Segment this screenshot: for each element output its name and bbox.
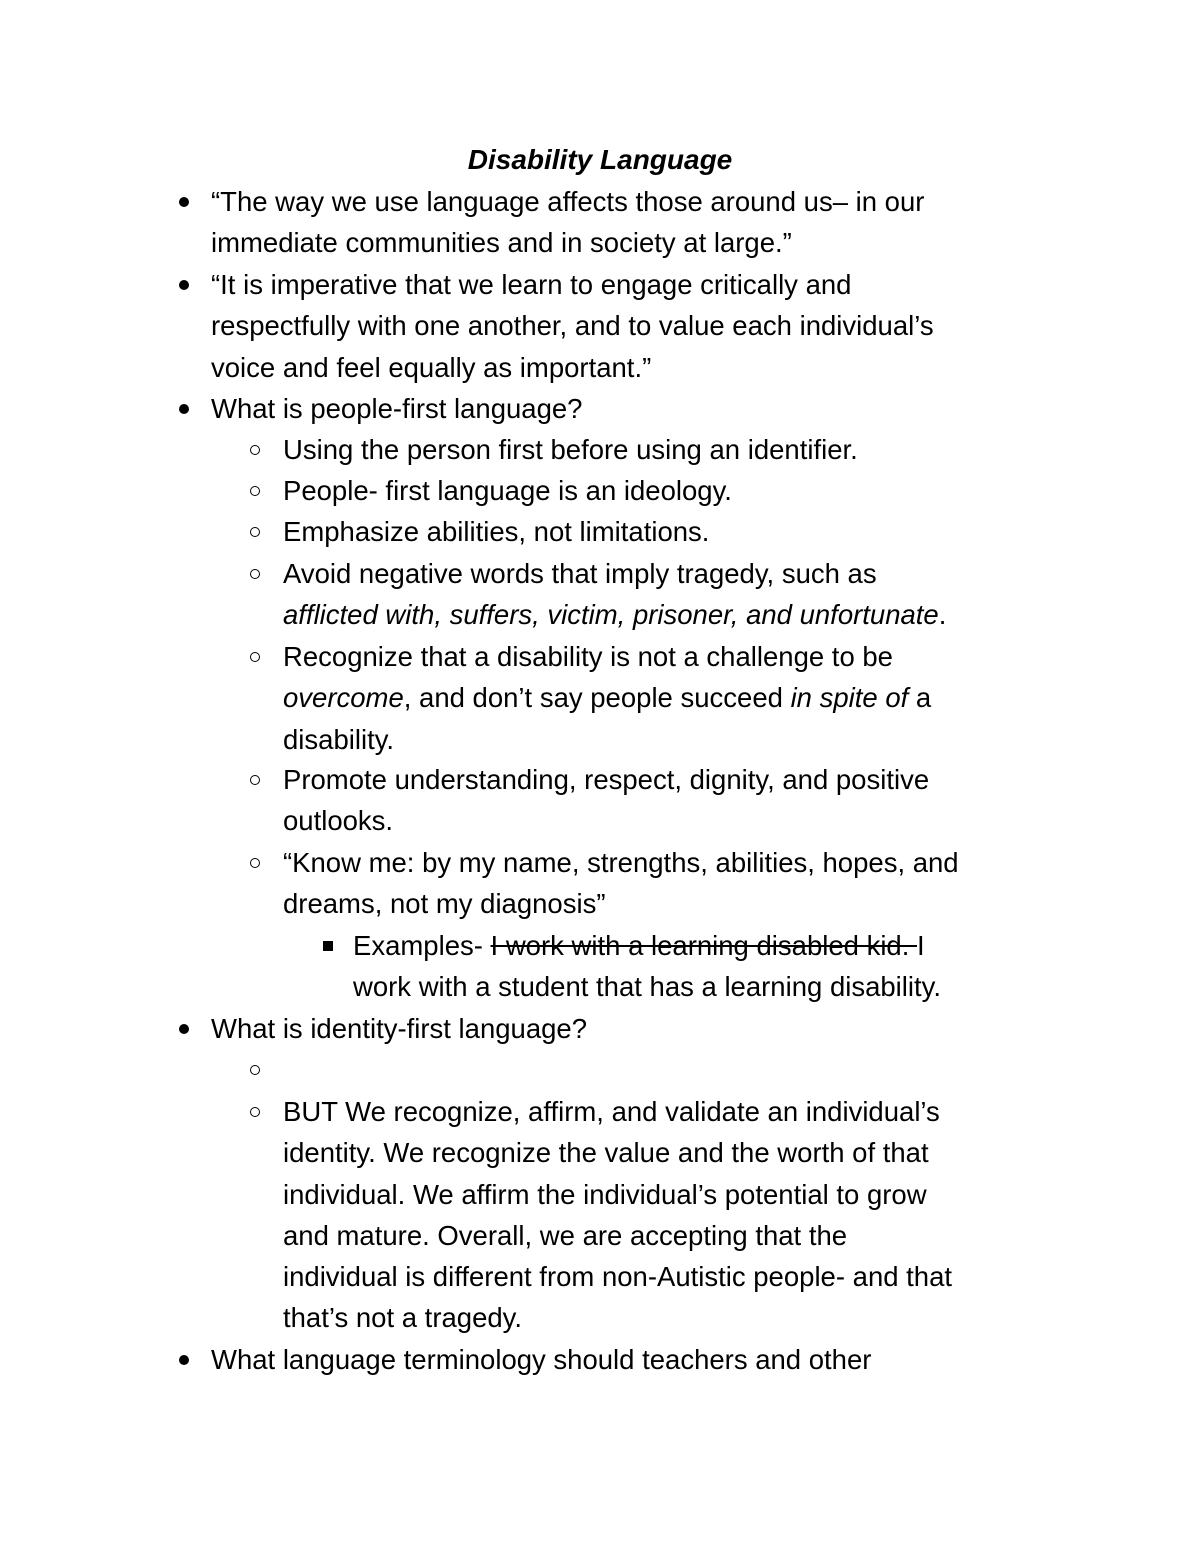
subitem-abilities bbox=[283, 511, 709, 552]
filled-circle-bullet-icon bbox=[179, 1355, 189, 1365]
text-line: “It is imperative that we learn to engage critically and bbox=[211, 269, 852, 300]
text-line: What language terminology should teachers and other bbox=[211, 1344, 872, 1375]
text-line: What is people-first language? bbox=[211, 393, 583, 424]
filled-circle-bullet-icon bbox=[179, 404, 189, 414]
subitem-affirm-identity bbox=[283, 1091, 952, 1339]
text-line: that’s not a tragedy. bbox=[283, 1302, 523, 1334]
filled-circle-bullet-icon bbox=[179, 1024, 189, 1034]
hollow-circle-bullet-icon bbox=[250, 858, 260, 868]
hollow-circle-bullet-icon bbox=[250, 527, 260, 537]
hollow-circle-bullet-icon bbox=[250, 569, 260, 579]
italic-text: in spite of bbox=[790, 682, 909, 714]
hollow-circle-bullet-icon bbox=[250, 652, 260, 662]
hollow-circle-bullet-icon bbox=[250, 445, 260, 455]
subitem-know-me bbox=[283, 842, 959, 925]
text-line: disability. bbox=[283, 723, 395, 755]
text-span: Examples- bbox=[353, 930, 491, 961]
text-line: Avoid negative words that imply tragedy, such as bbox=[283, 558, 877, 589]
subitem-ideology bbox=[283, 470, 732, 511]
text-line: Emphasize abilities, not limitations. bbox=[283, 516, 710, 547]
text-line: What is identity-first language? bbox=[211, 1013, 588, 1044]
text-line: Promote understanding, respect, dignity, and positive bbox=[283, 764, 930, 795]
italic-text: afflicted with, suffers, victim, prisoner, and unfortunate bbox=[283, 599, 939, 631]
text-line bbox=[353, 925, 941, 966]
text-line: identity. We recognize the value and the worth of that bbox=[283, 1137, 929, 1169]
text-span: . bbox=[938, 599, 947, 631]
hollow-circle-bullet-icon bbox=[250, 1107, 260, 1117]
square-bullet-icon bbox=[323, 941, 333, 951]
text-line: individual. We affirm the individual’s potential to grow bbox=[283, 1178, 927, 1210]
text-line bbox=[283, 677, 931, 718]
text-line: and mature. Overall, we are accepting that the bbox=[283, 1219, 848, 1251]
hollow-circle-bullet-icon bbox=[250, 1065, 260, 1075]
bullet-item-quote-imperative bbox=[211, 264, 934, 388]
subsubitem-examples bbox=[353, 925, 941, 1008]
italic-text: overcome bbox=[283, 682, 404, 714]
text-line bbox=[283, 594, 946, 635]
text-line: dreams, not my diagnosis” bbox=[283, 888, 606, 920]
text-line: respectfully with one another, and to value each individual’s bbox=[211, 310, 934, 342]
text-line: Using the person first before using an identifier. bbox=[283, 434, 858, 465]
text-line: BUT We recognize, affirm, and validate an individual’s bbox=[283, 1096, 940, 1127]
hollow-circle-bullet-icon bbox=[250, 486, 260, 496]
bullet-item-quote-language bbox=[211, 181, 924, 264]
filled-circle-bullet-icon bbox=[179, 280, 189, 290]
document-title: Disability Language bbox=[467, 144, 733, 175]
bullet-item-identity-first bbox=[211, 1008, 587, 1049]
text-line: work with a student that has a learning disability. bbox=[353, 971, 942, 1003]
hollow-circle-bullet-icon bbox=[250, 775, 260, 785]
text-line: immediate communities and in society at large.” bbox=[211, 227, 792, 259]
text-line: Recognize that a disability is not a challenge to be bbox=[283, 641, 893, 672]
filled-circle-bullet-icon bbox=[179, 197, 189, 207]
bullet-item-people-first bbox=[211, 388, 582, 429]
struck-text: I work with a learning disabled kid. bbox=[490, 930, 918, 961]
subitem-avoid-negative-words bbox=[283, 553, 946, 636]
subitem-person-first bbox=[283, 429, 858, 470]
text-line: individual is different from non-Autistic people- and that bbox=[283, 1261, 953, 1293]
text-span: I bbox=[917, 930, 925, 961]
text-line: voice and feel equally as important.” bbox=[211, 351, 652, 383]
text-span: a bbox=[908, 682, 932, 714]
text-line: “The way we use language affects those around us– in our bbox=[211, 186, 925, 217]
subitem-promote-understanding bbox=[283, 759, 929, 842]
text-span: , and don’t say people succeed bbox=[403, 682, 791, 714]
text-line: outlooks. bbox=[283, 805, 394, 837]
text-line: “Know me: by my name, strengths, abilities, hopes, and bbox=[283, 847, 959, 878]
text-line: People- first language is an ideology. bbox=[283, 475, 732, 506]
subitem-recognize-challenge bbox=[283, 636, 931, 760]
bullet-item-terminology bbox=[211, 1339, 871, 1380]
